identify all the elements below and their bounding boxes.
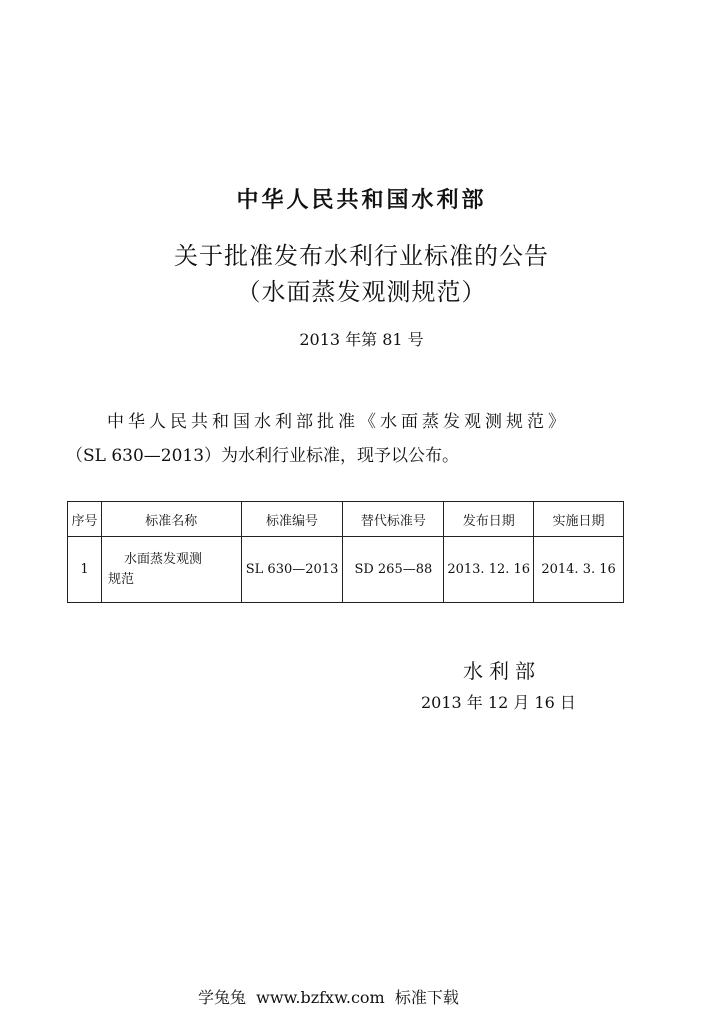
column-header-replaces: 替代标准号 — [343, 502, 444, 537]
body-paragraph-line2: （SL 630—2013）为水利行业标准，现予以公布。 — [66, 446, 460, 466]
column-header-name: 标准名称 — [101, 502, 241, 537]
cell-effective: 2014. 3. 16 — [534, 537, 624, 603]
notice-title-line2: （水面蒸发观测规范） — [236, 278, 487, 306]
cell-code: SL 630—2013 — [241, 537, 343, 603]
cell-no: 1 — [68, 537, 102, 603]
cell-name-line1: 水面蒸发观测 — [123, 551, 202, 567]
column-header-no: 序号 — [68, 502, 102, 537]
ministry-heading: 中华人民共和国水利部 — [236, 187, 487, 213]
signature-date: 2013 年 12 月 16 日 — [421, 693, 576, 712]
notice-title-line1: 关于批准发布水利行业标准的公告 — [174, 242, 549, 270]
column-header-effective: 实施日期 — [534, 502, 624, 537]
cell-replaces: SD 265—88 — [343, 537, 444, 603]
cell-issued: 2013. 12. 16 — [444, 537, 534, 603]
column-header-code: 标准编号 — [241, 502, 343, 537]
footer-watermark: 学兔兔 www.bzfxw.com 标准下载 — [198, 988, 459, 1007]
cell-name — [101, 537, 241, 603]
column-header-issued: 发布日期 — [444, 502, 534, 537]
table-header-row — [68, 502, 624, 537]
signature-org: 水利部 — [463, 659, 541, 683]
body-paragraph-line1: 中华人民共和国水利部批准《水面蒸发观测规范》 — [107, 412, 569, 432]
document-number: 2013 年第 81 号 — [299, 330, 424, 349]
cell-name-line2: 规范 — [107, 571, 134, 587]
standards-table — [67, 501, 624, 603]
table-row — [68, 537, 624, 603]
